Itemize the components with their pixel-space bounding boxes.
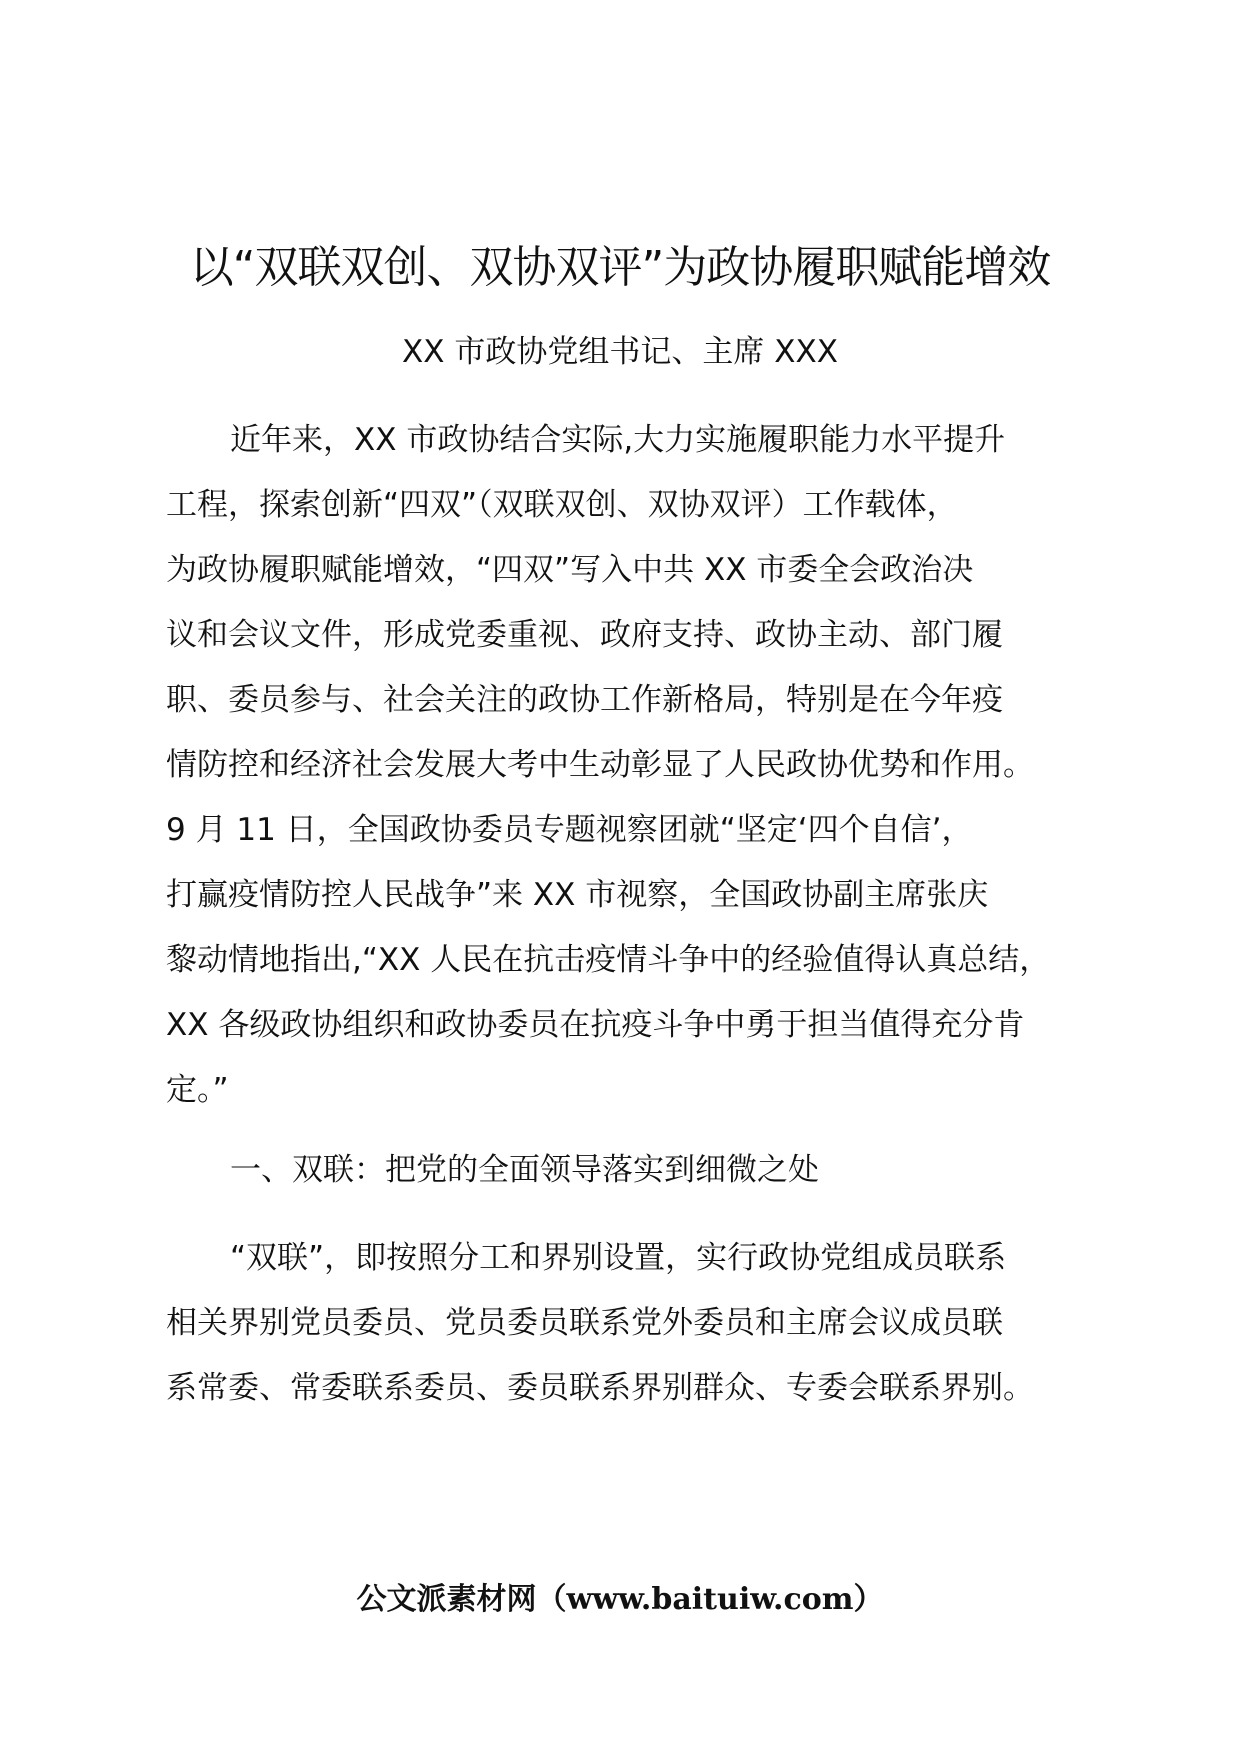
paragraph-line: 黎动情地指出,“XX 人民在抗击疫情斗争中的经验值得认真总结， xyxy=(166,942,1051,978)
paragraph-line: 工程，探索创新“四双”（双联双创、双协双评）工作载体， xyxy=(166,487,958,523)
document-author: XX 市政协党组书记、主席 XXX xyxy=(402,334,838,370)
paragraph-line: “双联”，即按照分工和界别设置，实行政协党组成员联系 xyxy=(230,1240,1007,1276)
paragraph-line: XX 各级政协组织和政协委员在抗疫斗争中勇于担当值得充分肯 xyxy=(166,1007,1025,1043)
paragraph-line: 相关界别党员委员、党员委员联系党外委员和主席会议成员联 xyxy=(166,1305,1003,1341)
document-title: 以“双联双创、双协双评”为政协履职赋能增效 xyxy=(189,242,1051,293)
paragraph-line: 情防控和经济社会发展大考中生动彰显了人民政协优势和作用。 xyxy=(166,747,1034,783)
paragraph-line: 职、委员参与、社会关注的政协工作新格局，特别是在今年疫 xyxy=(166,682,1003,718)
section-paragraph xyxy=(166,1226,1106,1421)
paragraph-line: 为政协履职赋能增效，“四双”写入中共 XX 市委全会政治决 xyxy=(166,552,974,588)
intro-paragraph xyxy=(166,408,1106,1123)
paragraph-line: 打赢疫情防控人民战争”来 XX 市视察，全国政协副主席张庆 xyxy=(166,877,989,913)
paragraph-line: 近年来，XX 市政协结合实际,大力实施履职能力水平提升 xyxy=(230,422,1006,458)
paragraph-line: 9 月 11 日，全国政协委员专题视察团就“坚定‘四个自信’， xyxy=(166,812,973,848)
paragraph-line: 定。” xyxy=(166,1072,229,1108)
paragraph-line: 系常委、常委联系委员、委员联系界别群众、专委会联系界别。 xyxy=(166,1370,1034,1406)
paragraph-line: 议和会议文件，形成党委重视、政府支持、政协主动、部门履 xyxy=(166,617,1003,653)
section-heading: 一、双联：把党的全面领导落实到细微之处 xyxy=(230,1152,819,1188)
source-footer: 公文派素材网（www.baituiw.com） xyxy=(356,1582,884,1617)
